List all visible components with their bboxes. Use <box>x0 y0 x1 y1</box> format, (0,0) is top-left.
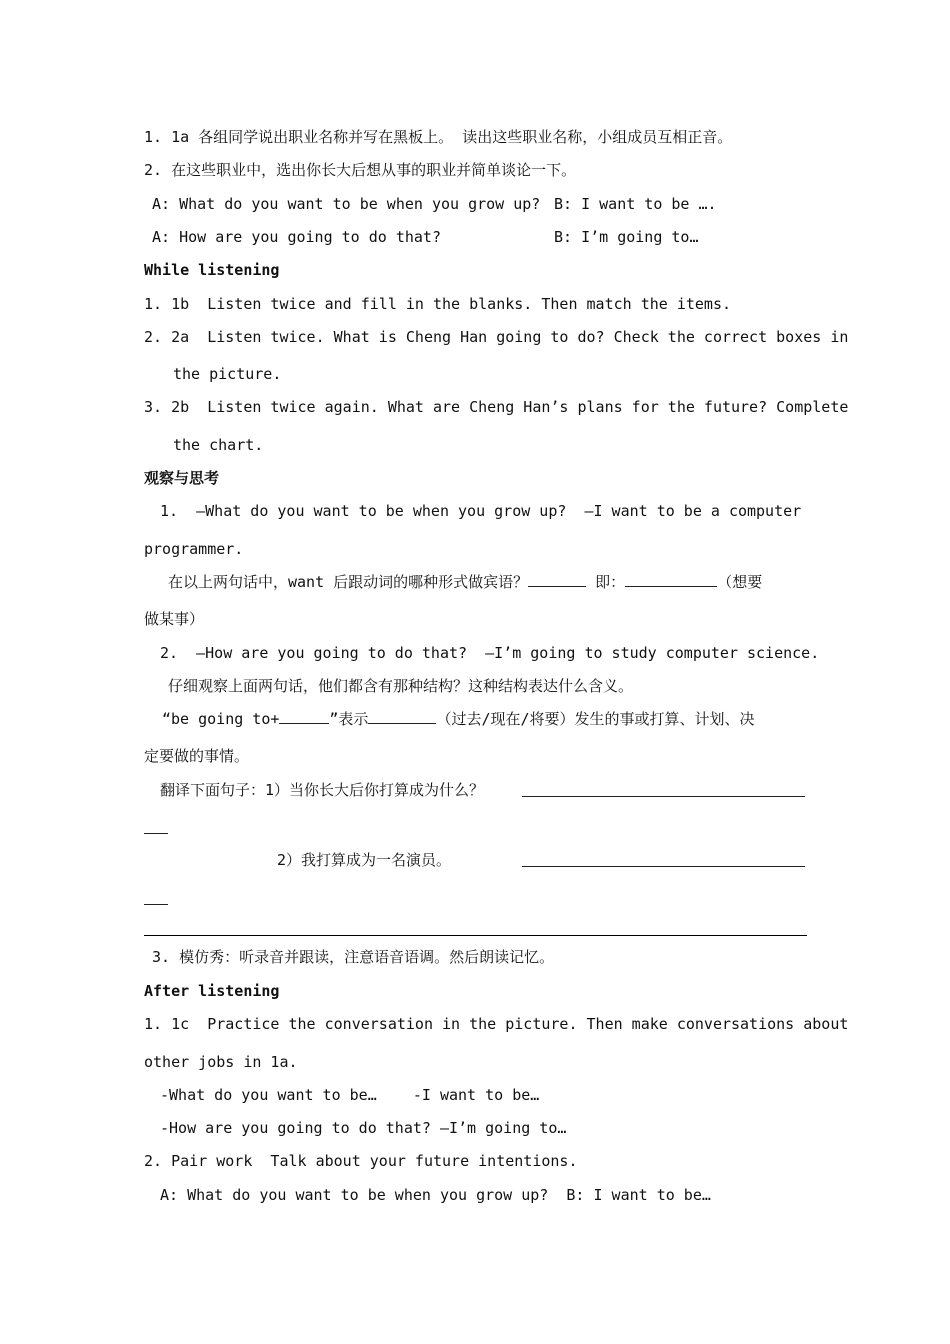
structure-text-3: （过去/现在/将要）发生的事或打算、计划、决 <box>436 710 755 728</box>
observe-item-3: 3. 模仿秀：听录音并跟读，注意语音语调。然后朗读记忆。 <box>152 948 555 966</box>
dialogue-line-a1: A: What do you want to be when you grow up? <box>152 195 541 213</box>
dialogue-line-b2: B: I’m going to… <box>554 228 699 246</box>
observe-q1-cont: programmer. <box>144 540 244 558</box>
after-item-1: 1. 1c Practice the conversation in the picture. Then make conversations about <box>144 1015 849 1033</box>
answer-blank-form[interactable] <box>528 572 586 587</box>
observe-q1-text-2: 即： <box>586 573 626 591</box>
after-dialogue-3: A: What do you want to be when you grow up? B: I want to be… <box>160 1186 711 1204</box>
observe-q2-end: 定要做的事情。 <box>144 747 250 765</box>
observe-q2-prompt: 仔细观察上面两句话，他们都含有那种结构？这种结构表达什么含义。 <box>168 677 634 695</box>
dialogue-line-a2: A: How are you going to do that? <box>152 228 441 246</box>
answer-blank-time[interactable] <box>368 709 436 724</box>
while-item-1: 1. 1b Listen twice and fill in the blanks. Then match the items. <box>144 295 731 313</box>
after-item-2: 2. Pair work Talk about your future intentions. <box>144 1152 578 1170</box>
answer-blank-verb[interactable] <box>279 709 329 724</box>
structure-text-2: ”表示 <box>329 710 369 728</box>
answer-line-2-wrap <box>144 904 168 905</box>
translate-1: 翻译下面句子：1）当你长大后你打算成为什么？ <box>160 781 485 799</box>
pre-item-1: 1. 1a 各组同学说出职业名称并写在黑板上。 读出这些职业名称，小组成员互相正音。 <box>144 128 733 146</box>
translate-2: 2）我打算成为一名演员。 <box>277 851 452 869</box>
while-listening-heading: While listening <box>144 261 280 279</box>
observe-q1-question <box>168 572 762 592</box>
structure-text: “be going to+ <box>162 710 280 728</box>
after-dialogue-2: -How are you going to do that? –I’m going to… <box>160 1119 567 1137</box>
observe-q2: 2. –How are you going to do that? –I’m going to study computer science. <box>160 644 820 662</box>
after-listening-heading: After listening <box>144 982 280 1000</box>
section-divider <box>144 935 807 936</box>
observe-heading: 观察与思考 <box>144 469 220 487</box>
answer-line-2[interactable] <box>522 866 805 867</box>
while-item-3: 3. 2b Listen twice again. What are Cheng Han’s plans for the future? Complete <box>144 398 849 416</box>
after-item-1-cont: other jobs in 1a. <box>144 1053 298 1071</box>
observe-q1: 1. –What do you want to be when you grow up? –I want to be a computer <box>160 502 802 520</box>
answer-line-1-wrap <box>144 833 168 834</box>
answer-line-1[interactable] <box>522 796 805 797</box>
while-item-2-cont: the picture. <box>173 365 282 383</box>
answer-blank-meaning[interactable] <box>625 572 717 587</box>
pre-item-2: 2. 在这些职业中，选出你长大后想从事的职业并简单谈论一下。 <box>144 161 577 179</box>
while-item-3-cont: the chart. <box>173 436 264 454</box>
observe-q1-text: 在以上两句话中，want 后跟动词的哪种形式做宾语？ <box>168 573 529 591</box>
after-dialogue-1: -What do you want to be… -I want to be… <box>160 1086 540 1104</box>
dialogue-line-b1: B: I want to be …. <box>554 195 717 213</box>
observe-q1-end: 做某事） <box>144 610 205 628</box>
observe-q1-text-3: （想要 <box>717 573 763 591</box>
while-item-2: 2. 2a Listen twice. What is Cheng Han going to do? Check the correct boxes in <box>144 328 849 346</box>
observe-q2-structure <box>162 709 755 729</box>
